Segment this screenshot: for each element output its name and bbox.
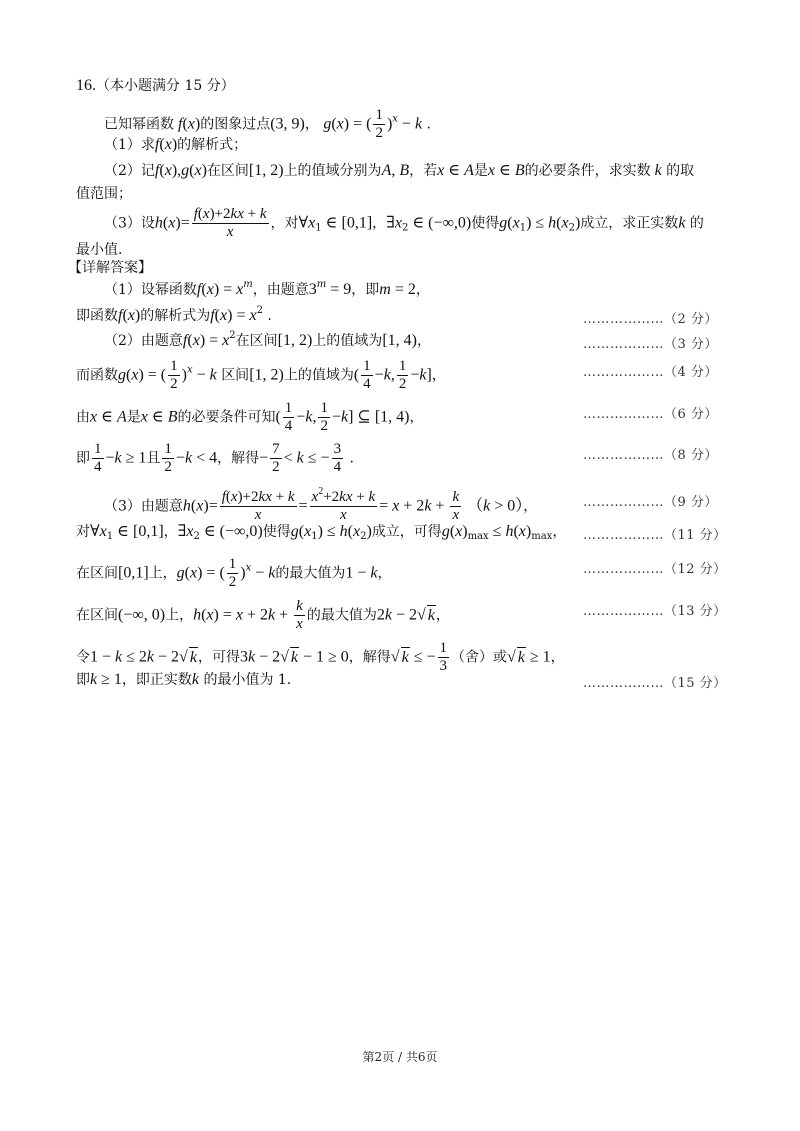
- question-2: （2）记f(x),g(x)在区间[1, 2)上的值域分别为A, B，若x ∈ A是x ∈ B的必要条件，求实数 k 的取: [104, 162, 695, 179]
- answer-line-11: 令1 − k ≤ 2k − 2√ k，可得3k − 2√ k − 1 ≥ 0，解得√ k ≤ − $\frac{1}{3}$ （舍）或√ k ≥ 1，: [76, 640, 565, 674]
- score-11: ………………（11 分）: [583, 528, 727, 543]
- score-12: ………………（12 分）: [583, 562, 727, 577]
- score-6: ………………（6 分）: [583, 407, 718, 422]
- score-13: ………………（13 分）: [583, 604, 727, 619]
- answer-line-6: 即 $\frac{1}{4}$ −k ≥ 1且 $\frac{1}{2}$ −k < 4，解得− $\frac{7}{2}$ < k ≤ − $\frac{3}{4}$ .: [76, 441, 354, 475]
- score-4: ………………（4 分）: [583, 365, 718, 380]
- answer-line-12: 即k ≥ 1，即正实数k 的最小值为 1.: [76, 671, 292, 688]
- answer-line-7: （3）由题意h(x)= $\frac{f(x)+2kx + k}{x}$ = $\frac{x^2+2kx + k}{x}$ = x + 2k + $\frac{k}{x}$ （k > 0），: [104, 486, 538, 523]
- question-2-cont: 值范围；: [76, 186, 132, 202]
- answer-line-1: （1）设幂函数$f(x) = x^m$，由题意$3^m = 9$，即m = 2，: [104, 279, 430, 298]
- answer-line-5: 由x ∈ A是x ∈ B的必要条件可知( $\frac{1}{4}$ −k, $\frac{1}{2}$ −k] ⊆ [1, 4)，: [76, 400, 424, 434]
- score-8: ………………（8 分）: [583, 448, 718, 463]
- problem-header: 16.（本小题满分 15 分）: [76, 77, 235, 94]
- answer-line-10: 在区间(−∞, 0)上，h(x) = x + 2k + $\frac{k}{x}$ 的最大值为2k − 2√ k，: [76, 598, 450, 632]
- problem-statement: 已知幂函数 f(x)的图象过点(3, 9)， g(x) = ( $\frac{1}{2}$ )$^x$ − k .: [104, 107, 431, 141]
- answer-line-2: 即函数f(x)的解析式为$f(x) = x^2$ .: [76, 305, 272, 324]
- answer-line-9: 在区间[0,1]上，g(x) = ( $\frac{1}{2}$ )$^x$ − k的最大值为1 − k，: [76, 556, 392, 590]
- question-3-cont: 最小值.: [76, 242, 123, 258]
- question-1: （1）求f(x)的解析式；: [104, 136, 248, 153]
- answer-heading: 【详解答案】: [68, 260, 152, 276]
- score-3: ………………（3 分）: [583, 337, 718, 352]
- score-2: ………………（2 分）: [583, 312, 718, 327]
- answer-line-4: 而函数g(x) = ( $\frac{1}{2}$ )$^x$ − k 区间[1, 2)上的值域为( $\frac{1}{4}$ −k, $\frac{1}{2}$ −k]，: [76, 358, 446, 392]
- score-15: ………………（15 分）: [583, 676, 727, 691]
- score-9: ………………（9 分）: [583, 495, 718, 510]
- answer-line-3: （2）由题意$f(x) = x^2$在区间[1, 2)上的值域为[1, 4)，: [104, 330, 431, 349]
- answer-line-8: 对$\forall x_1$ ∈ [0,1]，$\exists x_2$ ∈ (−∞,0)使得$g(x_1) \le h(x_2)$成立，可得$g(x)_{max} \le h(x)_{max}$，: [76, 523, 567, 542]
- question-3: （3）设h(x)= $\frac{f(x)+2kx + k}{x}$ ，对$\forall x_1$ ∈ [0,1]，$\exists x_2$ ∈ (−∞,0)使得$g(x_1) \le h(x_2)$成立，求正实数k 的: [104, 206, 704, 240]
- page-footer: 第2页 / 共6页: [362, 1050, 438, 1064]
